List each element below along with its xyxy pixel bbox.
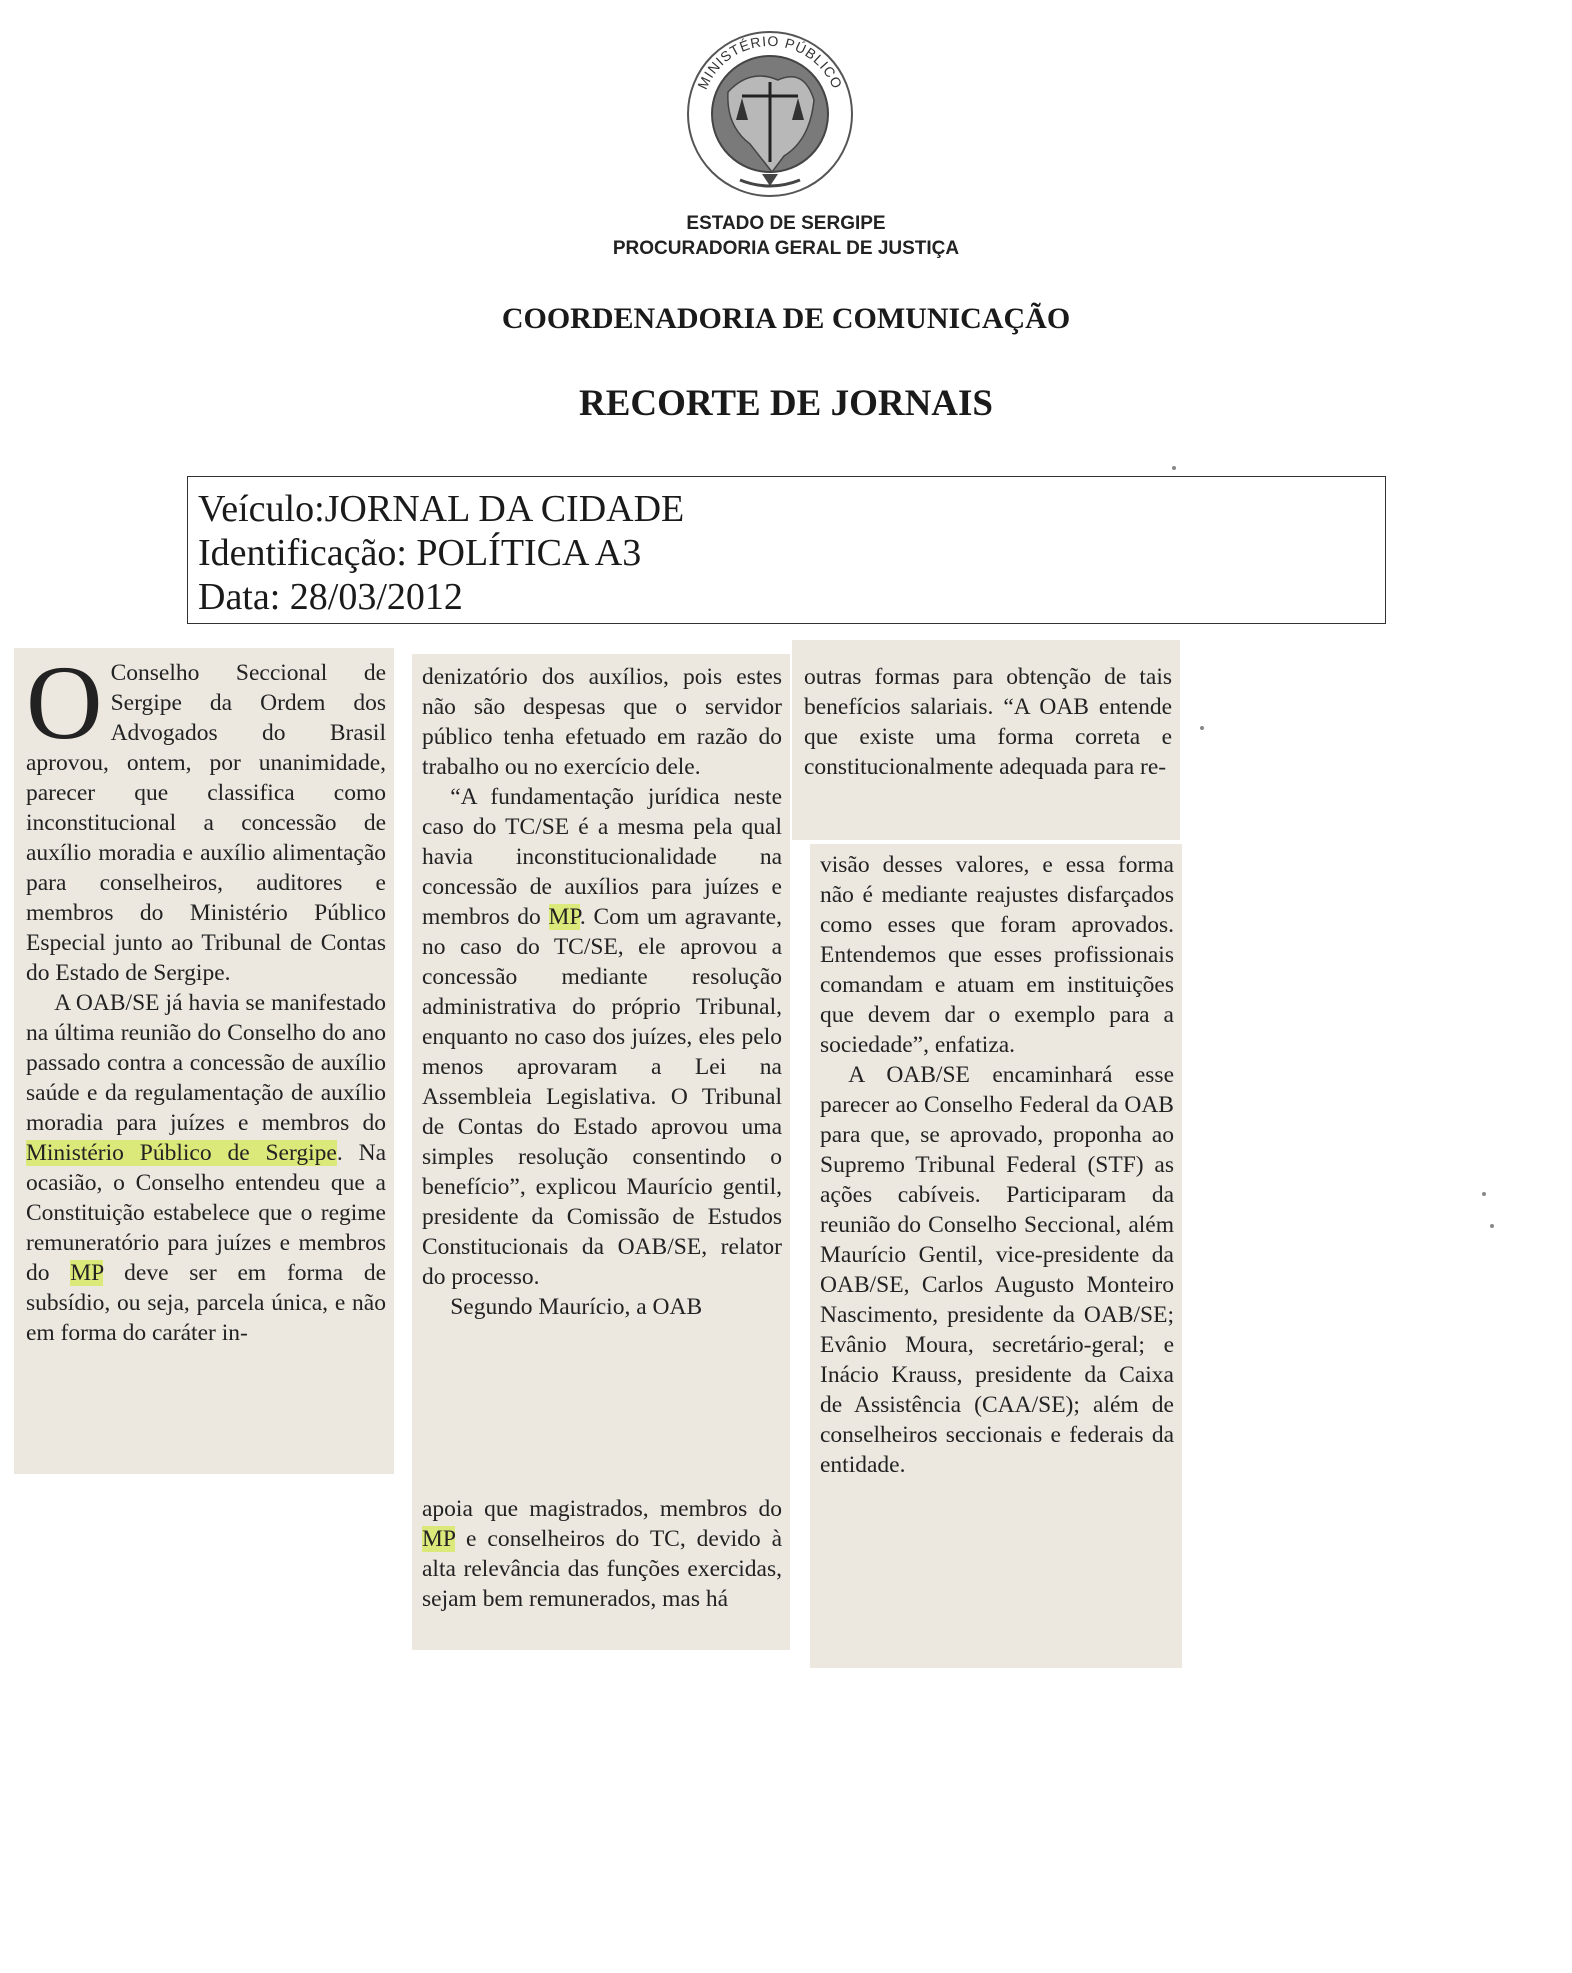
scan-speck (1482, 1192, 1486, 1196)
date-value: 28/03/2012 (289, 576, 463, 618)
paragraph-text: “A fundamentação jurídica neste caso do TC/SE é a mesma pela qual havia inconstitucionalidade na concessão de auxílios para juízes e membros do (422, 784, 782, 930)
highlighted-text: MP (422, 1526, 456, 1552)
identification-value: POLÍTICA A3 (416, 532, 642, 574)
paragraph-text: visão desses valores, e essa forma não é mediante reajustes disfarçados como esses que foram aprovados. Entendemos que esses profissionais comandam e atuam em instituições que devem dar o exemplo para a sociedade”, enfatiza. (820, 852, 1174, 1058)
paragraph-text: A OAB/SE encaminhará esse parecer ao Conselho Federal da OAB para que, se aprovado, proponha ao Supremo Tribunal Federal (STF) as ações cabíveis. Participaram da reunião do Conselho Seccional, além Maurício Gentil, vice-presidente da OAB/SE, Carlos Augusto Monteiro Nascimento, presidente da OAB/SE; Evânio Moura, secretário-geral; e Inácio Krauss, presidente da Caixa de Assistência (CAA/SE); além de conselheiros seccionais e federais da entidade. (820, 1062, 1174, 1478)
highlighted-text: Ministério Público de Sergipe (26, 1140, 337, 1166)
scan-speck (1200, 726, 1204, 730)
article-paragraph (422, 662, 782, 782)
department-title: COORDENADORIA DE COMUNICAÇÃO (501, 302, 1071, 335)
paragraph-text: outras formas para obtenção de tais benefícios salariais. “A OAB entende que existe uma forma correta e constitucionalmente adequada para re- (804, 664, 1172, 780)
paragraph-text: Segundo Maurício, a OAB (450, 1294, 703, 1320)
article-paragraph (820, 850, 1174, 1060)
article-paragraph (422, 782, 782, 1292)
article-paragraph (422, 1494, 782, 1614)
scan-speck (1172, 466, 1176, 470)
vehicle-label: Veículo: (198, 488, 325, 530)
paragraph-text: deve ser em forma de subsídio, ou seja, parcela única, e não em forma do caráter in- (26, 1260, 387, 1346)
paragraph-text: A OAB/SE já havia se manifestado na última reunião do Conselho do ano passado contra a concessão de auxílio saúde e da regulamentação de auxílio moradia para juízes e membros do (26, 990, 386, 1136)
article-column-1 (14, 648, 394, 1474)
highlighted-text: MP (548, 904, 580, 930)
vehicle-value: JORNAL DA CIDADE (324, 488, 685, 530)
paragraph-text: apoia que magistrados, membros do (422, 1496, 782, 1522)
section-title: RECORTE DE JORNAIS (579, 383, 993, 424)
article-paragraph (26, 648, 386, 988)
article-paragraph (804, 662, 1172, 782)
date-label: Data: (198, 576, 290, 618)
state-name: ESTADO DE SERGIPE (686, 213, 886, 234)
article-column-3-top (792, 640, 1180, 840)
vehicle-line (198, 487, 1385, 531)
scan-speck (1490, 1224, 1494, 1228)
article-column-2 (412, 654, 790, 1490)
clipping-info-box (187, 476, 1386, 624)
article-column-3 (810, 844, 1182, 1668)
date-line (198, 575, 1385, 619)
svg-text:MINISTÉRIO PÚBLICO: MINISTÉRIO PÚBLICO (694, 32, 846, 92)
ministerio-publico-seal (680, 22, 860, 200)
paragraph-text: e conselheiros do TC, devido à alta relevância das funções exercidas, sejam bem remunerados, mas há (422, 1526, 782, 1612)
highlighted-text: MP (70, 1260, 104, 1286)
drop-cap: O (26, 648, 103, 761)
article-paragraph (26, 988, 386, 1348)
office-name: PROCURADORIA GERAL DE JUSTIÇA (612, 238, 960, 259)
article-column-2-continuation (412, 1490, 790, 1650)
paragraph-text: . Com um agravante, no caso do TC/SE, ele aprovou a concessão mediante resolução administrativa do próprio Tribunal, enquanto no caso dos juízes, eles pelo menos aprovaram a Lei na Assembleia Legislativa. O Tribunal de Contas do Estado aprovou uma simples resolução consentindo o benefício”, explicou Maurício gentil, presidente da Comissão de Estudos Constitucionais da OAB/SE, relator do processo. (422, 904, 782, 1290)
paragraph-text: denizatório dos auxílios, pois estes não são despesas que o servidor público tenha efetuado em razão do trabalho ou no exercício dele. (422, 664, 782, 780)
identification-label: Identificação: (198, 532, 417, 574)
article-paragraph (422, 1292, 782, 1322)
identification-line (198, 531, 1385, 575)
paragraph-text: . Na ocasião, o Conselho entendeu que a Constituição estabelece que o regime remuneratório para juízes e membros do (26, 1140, 386, 1286)
paragraph-text: Conselho Seccional de Sergipe da Ordem dos Advogados do Brasil aprovou, ontem, por unanimidade, parecer que classifica como inconstitucional a concessão de auxílio moradia e auxílio alimentação para conselheiros, auditores e membros do Ministério Público Especial junto ao Tribunal de Contas do Estado de Sergipe. (26, 660, 386, 986)
article-paragraph (820, 1060, 1174, 1480)
